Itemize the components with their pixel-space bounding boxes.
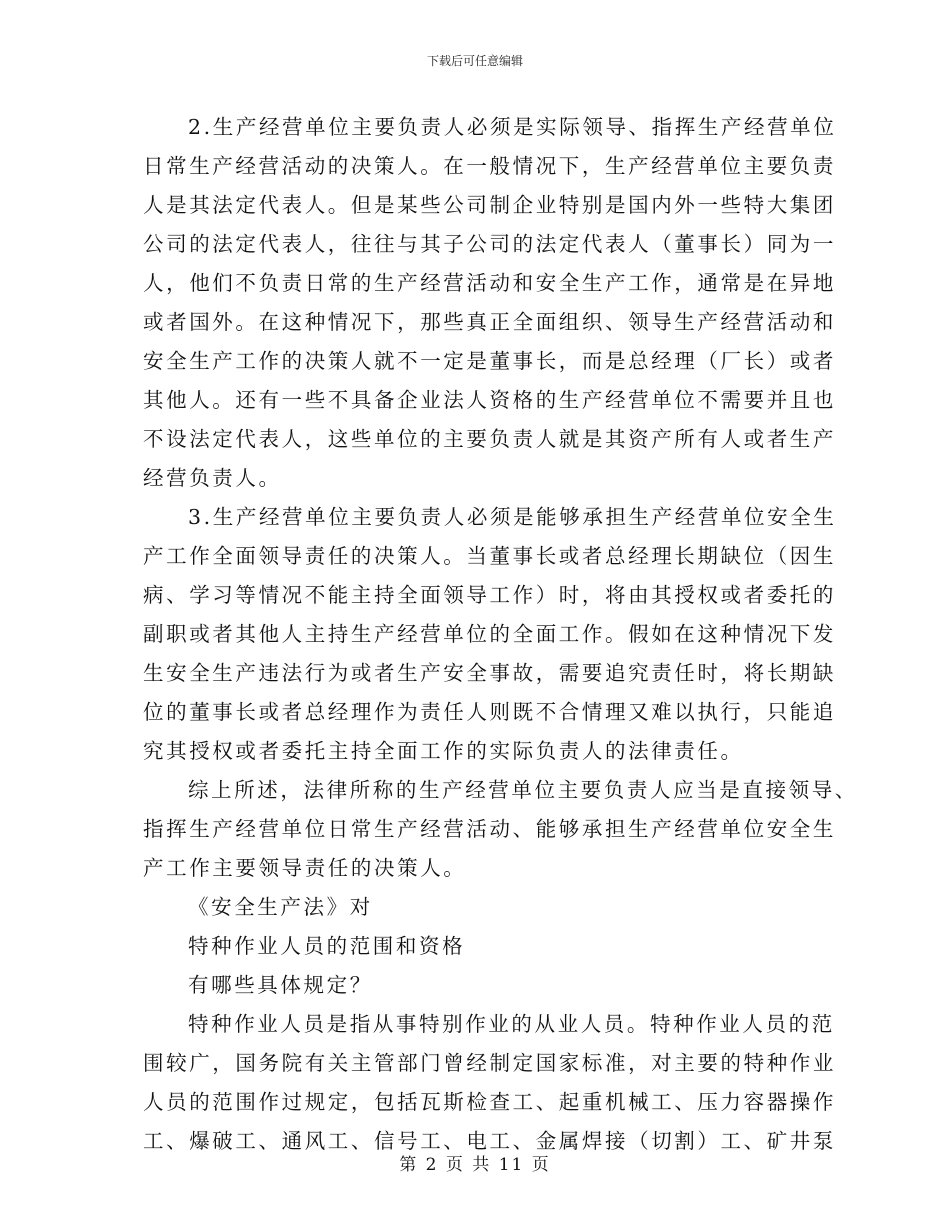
text-line: 或者国外。在这种情况下，那些真正全面组织、领导生产经营活动和 xyxy=(143,310,836,334)
text-line: 3.生产经营单位主要负责人必须是能够承担生产经营单位安全生 xyxy=(188,505,837,529)
text-line: 产工作主要领导责任的决策人。 xyxy=(143,856,467,880)
text-line: 日常生产经营活动的决策人。在一般情况下，生产经营单位主要负责 xyxy=(143,154,836,178)
text-line: 生安全生产违法行为或者生产安全事故，需要追究责任时，将长期缺 xyxy=(143,661,836,685)
page-footer: 第 2 页 共 11 页 xyxy=(399,1155,551,1175)
text-line: 其他人。还有一些不具备企业法人资格的生产经营单位不需要并且也 xyxy=(143,388,836,412)
text-line: 特种作业人员的范围和资格 xyxy=(188,934,466,958)
text-line: 有哪些具体规定？ xyxy=(188,973,373,997)
text-line: 经营负责人。 xyxy=(143,466,282,490)
page-header: 下载后可任意编辑 xyxy=(426,54,523,68)
text-line: 《安全生产法》对 xyxy=(188,895,373,919)
text-line: 工、爆破工、通风工、信号工、电工、金属焊接（切割）工、矿井泵 xyxy=(143,1129,836,1153)
text-line: 综上所述，法律所称的生产经营单位主要负责人应当是直接领导、 xyxy=(188,778,858,802)
text-line: 指挥生产经营单位日常生产经营活动、能够承担生产经营单位安全生 xyxy=(143,817,836,841)
text-line: 产工作全面领导责任的决策人。当董事长或者总经理长期缺位（因生 xyxy=(143,544,836,568)
text-line: 公司的法定代表人，往往与其子公司的法定代表人（董事长）同为一 xyxy=(143,232,836,256)
text-line: 人，他们不负责日常的生产经营活动和安全生产工作，通常是在异地 xyxy=(143,271,836,295)
text-line: 2.生产经营单位主要负责人必须是实际领导、指挥生产经营单位 xyxy=(188,115,837,139)
text-line: 究其授权或者委托主持全面工作的实际负责人的法律责任。 xyxy=(143,739,744,763)
text-line: 病、学习等情况不能主持全面领导工作）时，将由其授权或者委托的 xyxy=(143,583,836,607)
text-line: 不设法定代表人，这些单位的主要负责人就是其资产所有人或者生产 xyxy=(143,427,836,451)
text-line: 人是其法定代表人。但是某些公司制企业特别是国内外一些特大集团 xyxy=(143,193,836,217)
text-line: 副职或者其他人主持生产经营单位的全面工作。假如在这种情况下发 xyxy=(143,622,836,646)
document-body xyxy=(143,108,858,1161)
text-line: 围较广，国务院有关主管部门曾经制定国家标准，对主要的特种作业 xyxy=(143,1051,836,1075)
text-line: 特种作业人员是指从事特别作业的从业人员。特种作业人员的范 xyxy=(188,1012,835,1036)
text-line: 人员的范围作过规定，包括瓦斯检查工、起重机械工、压力容器操作 xyxy=(143,1090,836,1114)
text-line: 安全生产工作的决策人就不一定是董事长，而是总经理（厂长）或者 xyxy=(143,349,836,373)
text-line: 位的董事长或者总经理作为责任人则既不合情理又难以执行，只能追 xyxy=(143,700,836,724)
